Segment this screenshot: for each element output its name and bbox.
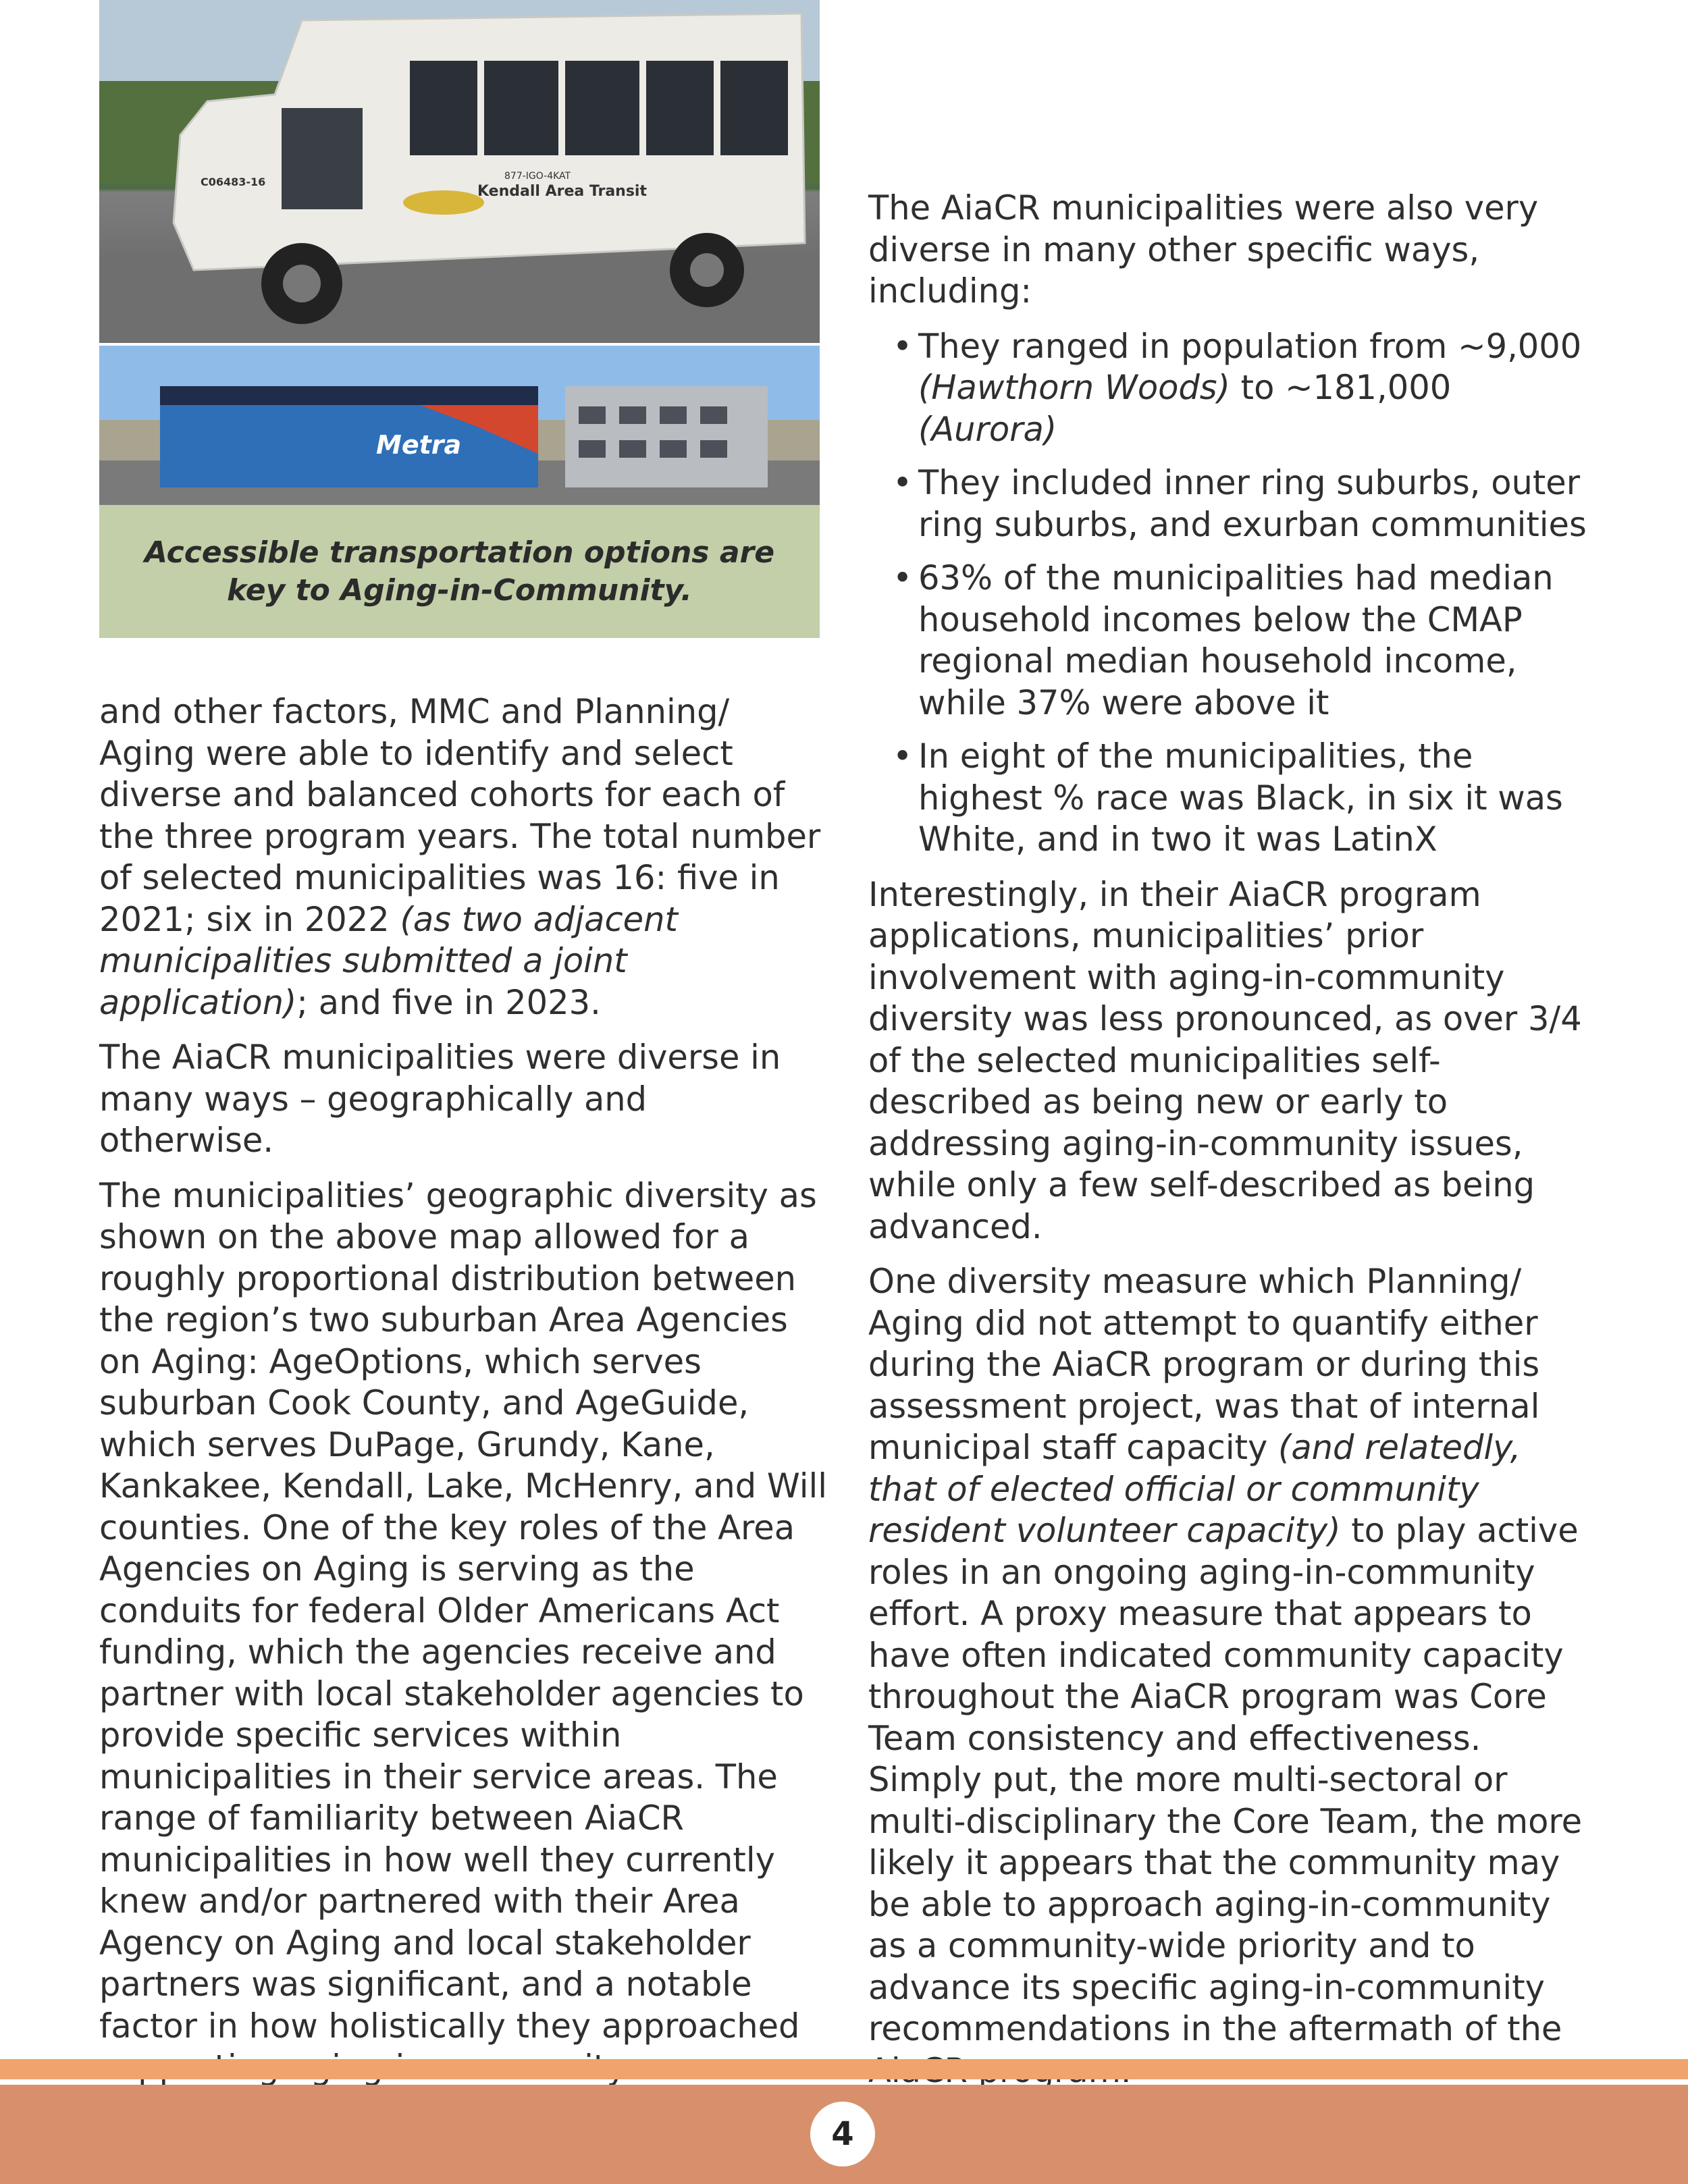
bullet-dot-icon: • bbox=[893, 326, 913, 366]
right-intro: The AiaCR municipalities were also very diverse in many other specific ways, including: bbox=[868, 188, 1539, 311]
train-photo bbox=[99, 346, 820, 505]
footer-stripe bbox=[0, 2059, 1688, 2079]
bullet-3-text: 63% of the municipalities had median household incomes below the CMAP regional median household income, while 37% were above it bbox=[918, 558, 1554, 722]
train-illustration bbox=[99, 346, 820, 505]
right-paragraph-interestingly: Interestingly, in their AiaCR program applications, municipalities’ prior involvement with aging-in-community diversity was less pronounced, as over 3/4 of the selected municipalities self-described as being new or early to addressing aging-in-community issues, while only a few self-described as being advanced. bbox=[868, 874, 1582, 1246]
bullet-1-text-c: to ~181,000 bbox=[1230, 368, 1452, 407]
diversity-bullet-list bbox=[868, 326, 1598, 861]
right-last-italic: (and relatedly, that of elected official or community resident volunteer capacity) bbox=[868, 1428, 1521, 1550]
bullet-item bbox=[868, 462, 1598, 545]
bullet-4-text: In eight of the municipalities, the highest % race was Black, in six it was White, and in two it was LatinX bbox=[918, 737, 1563, 859]
left-p1-italic: (as two adjacent municipalities submitted a joint application) bbox=[99, 899, 678, 1022]
left-paragraph-3: The municipalities’ geographic diversity as shown on the above map allowed for a roughly proportional distribution between the region’s two suburban Area Agencies on Aging: AgeOptions, which serves suburban Cook County, and AgeGuide, which serves DuPage, Grundy, Kane, Kankakee, Kendall, Lake, McHenry, and Will counties. One of the key roles of the Area Agencies on Aging is serving as the conduits for federal Older Americans Act funding, which the agencies receive and partner with local stakeholder agencies to provide specific services within municipalities in their service areas. The range of familiarity between AiaCR municipalities in how well they currently knew and/or partnered with their Area Agency on Aging and local stakeholder partners was significant, and a notable factor in how holistically they approached bbox=[99, 1175, 828, 2046]
bullet-dot-icon: • bbox=[893, 463, 913, 502]
train-label: Metra bbox=[376, 430, 462, 460]
left-paragraph-2: The AiaCR municipalities were diverse in many ways – geographically and otherwise. bbox=[99, 1038, 781, 1160]
bullet-1-italic-b: (Hawthorn Woods) bbox=[918, 368, 1230, 407]
bullet-2-text: They included inner ring suburbs, outer ring suburbs, and exurban communities bbox=[918, 463, 1587, 544]
right-last-text-c: to play active roles in an ongoing aging-in-community effort. A proxy measure that appears to have often indicated community capacity throughout the AiaCR program was Core Team consistency and effectiveness. Simply put, the more multi-sectoral or multi-disciplinary the Core Team, the more likely it appears that the community may be able to approach aging-in-community as a community-wide priority and to advance its specific aging-in-community recommendations in the aftermath of the bbox=[868, 1511, 1583, 2048]
bullet-1-italic-d: (Aurora) bbox=[918, 409, 1057, 449]
bus-photo bbox=[99, 0, 820, 343]
right-last-text-a: One diversity measure which Planning/ Aging did not attempt to quantify either during the AiaCR program or during this assessment project, was that of internal municipal staff capacity bbox=[868, 1262, 1540, 1467]
left-paragraph-1 bbox=[99, 691, 828, 1023]
photo-caption: Accessible transportation options are key to Aging-in-Community. bbox=[144, 535, 775, 608]
page-number: 4 bbox=[831, 2115, 854, 2153]
left-p1-text-a: and other factors, MMC and Planning/ Aging were able to identify and select diverse and balanced cohorts for each of the three program years. The total number of selected municipalities was 16: five in 2021; six in 2022 bbox=[99, 692, 821, 939]
bullet-1-text-a: They ranged in population from ~9,000 bbox=[918, 326, 1582, 366]
bullet-dot-icon: • bbox=[893, 558, 913, 597]
bus-id: C06483-16 bbox=[201, 176, 266, 188]
bus-illustration bbox=[99, 0, 820, 343]
left-column bbox=[99, 691, 828, 2102]
left-p1-text-c: ; and five in 2023. bbox=[296, 982, 601, 1022]
right-paragraph-last bbox=[868, 1261, 1598, 2092]
bullet-item bbox=[868, 326, 1598, 451]
page-number-badge bbox=[810, 2102, 875, 2166]
photo-caption-box bbox=[99, 505, 820, 638]
bullet-dot-icon: • bbox=[893, 737, 913, 776]
bullet-item bbox=[868, 736, 1598, 861]
bus-phone: 877-IGO-4KAT bbox=[504, 171, 571, 182]
bus-label: Kendall Area Transit bbox=[477, 183, 647, 200]
bullet-item bbox=[868, 558, 1598, 724]
right-column bbox=[868, 188, 1598, 2105]
